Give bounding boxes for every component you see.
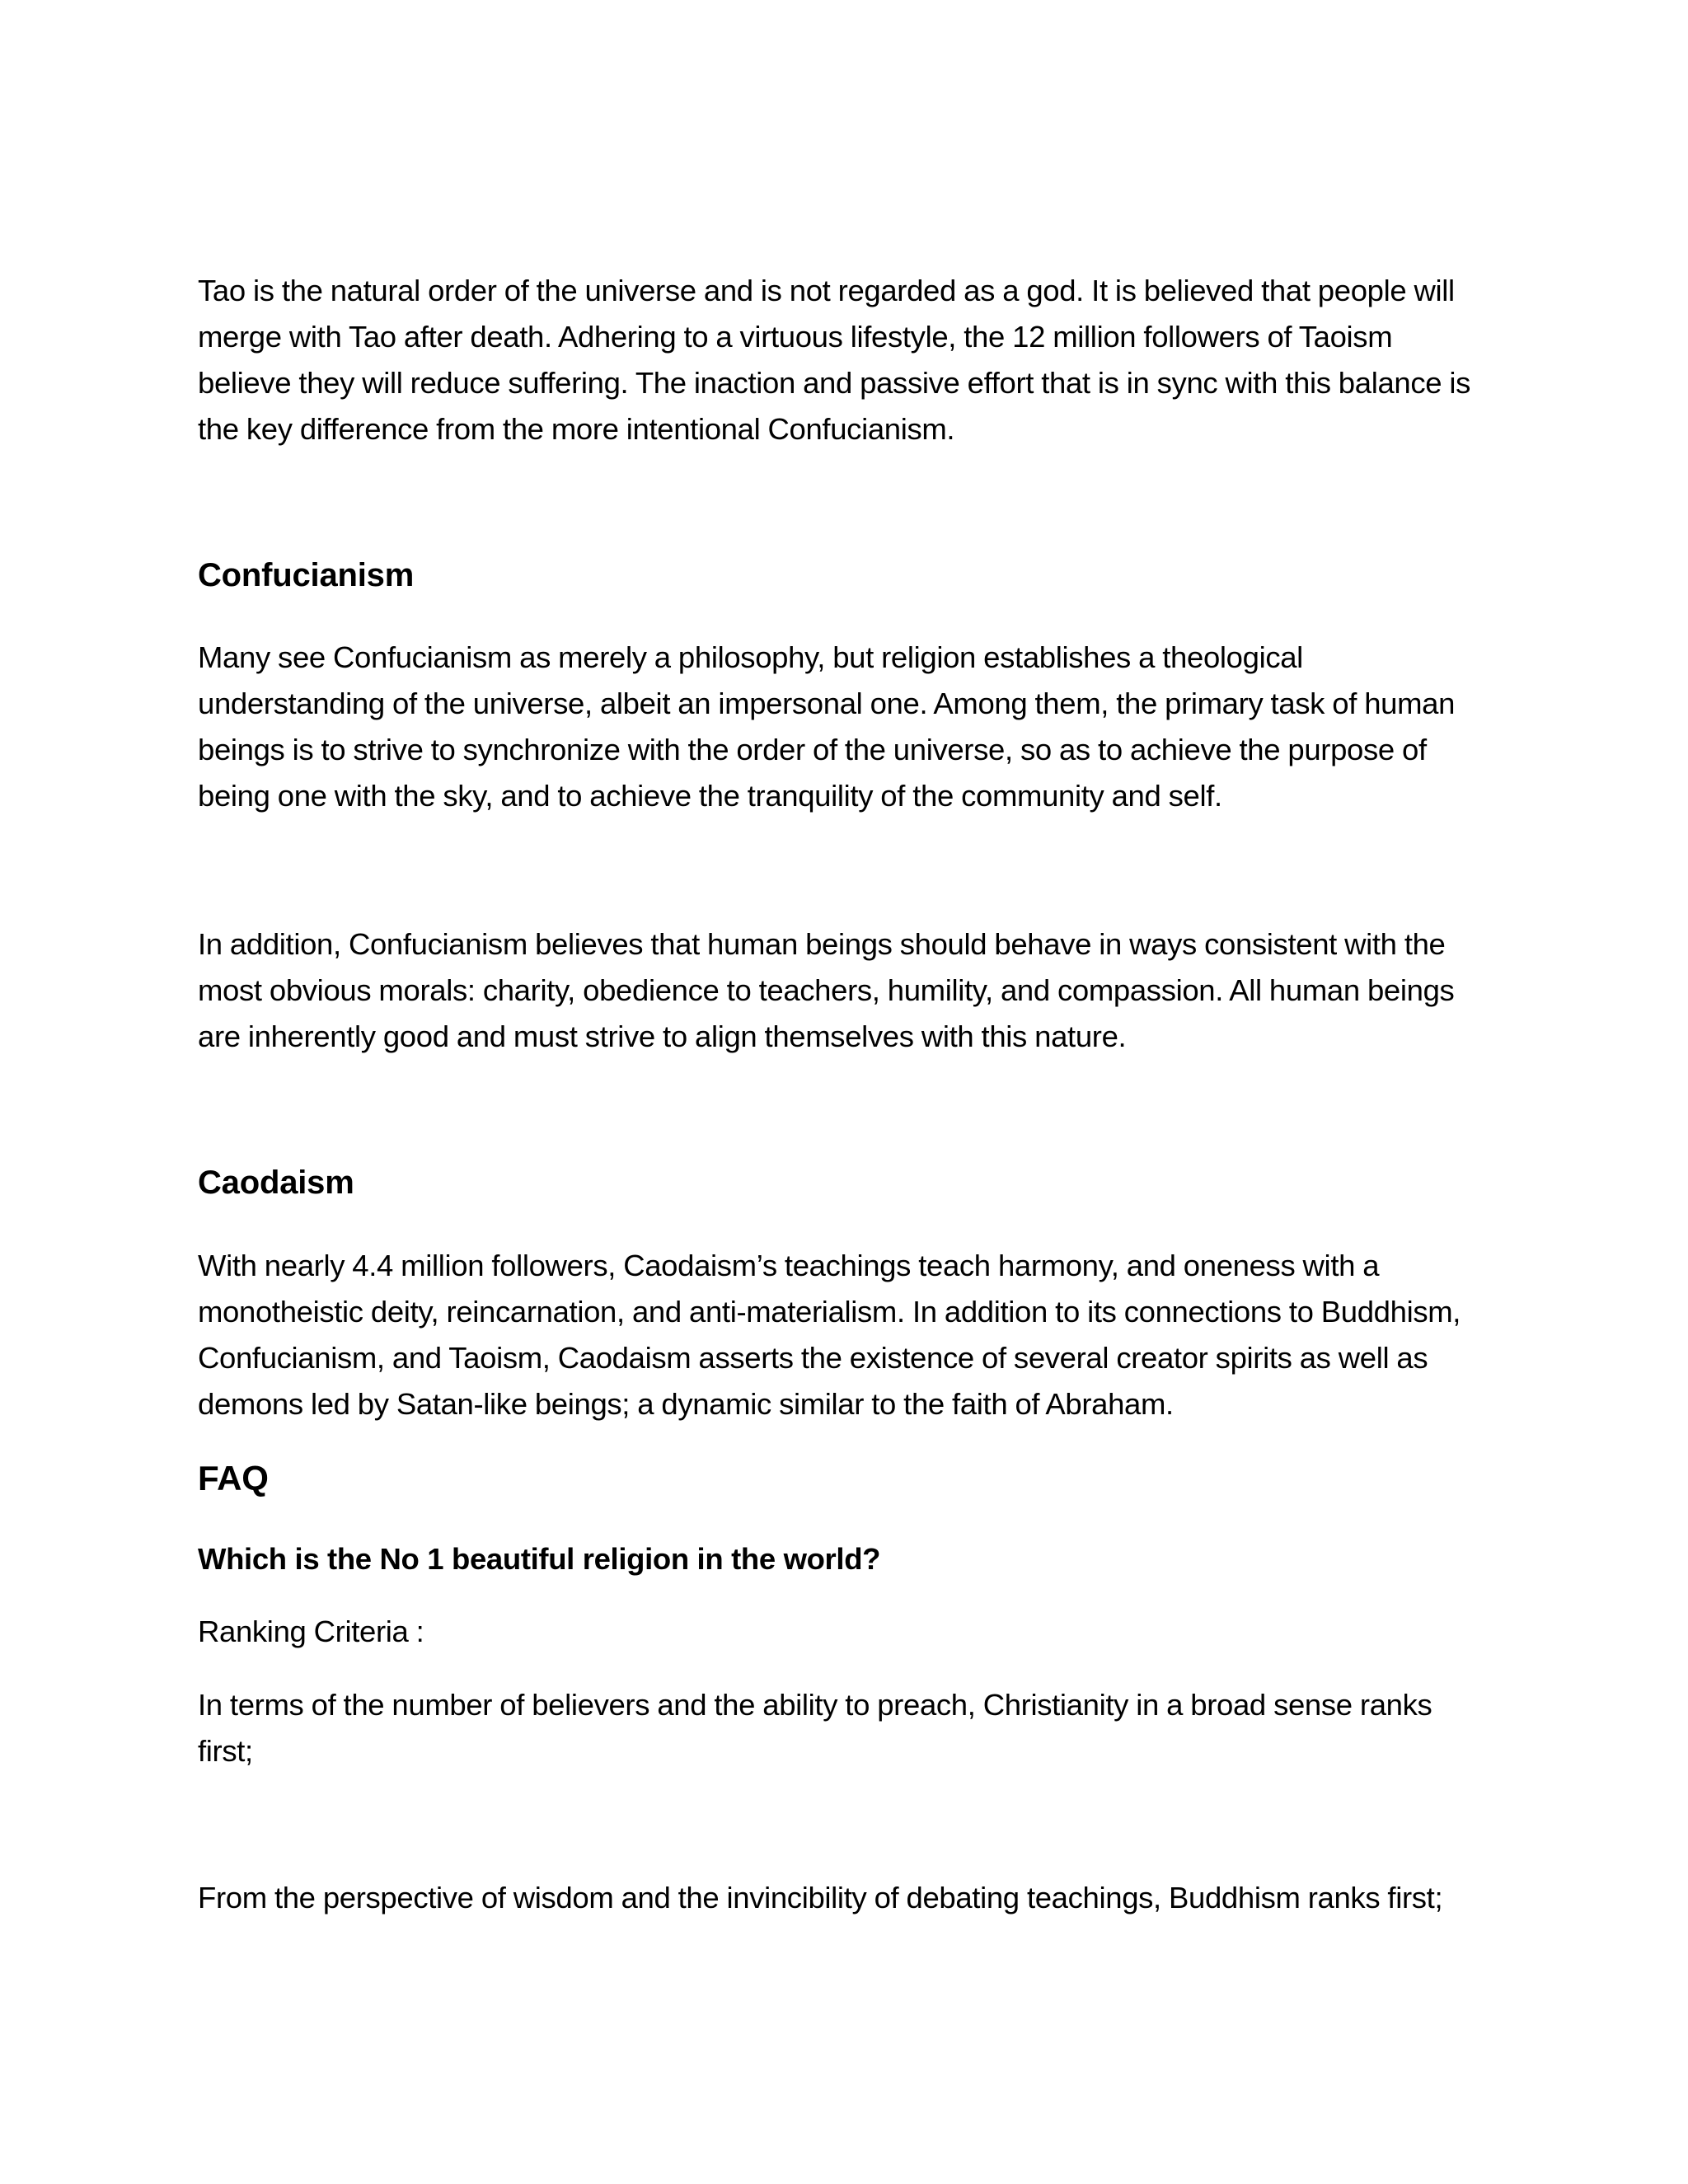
faq-question: Which is the No 1 beautiful religion in the world? — [198, 1542, 881, 1576]
faq-heading: FAQ — [198, 1459, 269, 1497]
confucianism-heading: Confucianism — [198, 557, 415, 593]
faq-answer-christianity: In terms of the number of believers and the ability to preach, Christianity in a broad sense ranks first; — [198, 1688, 1432, 1768]
caodaism-paragraph: With nearly 4.4 million followers, Caodaism’s teachings teach harmony, and oneness with a monotheistic deity, reincarnation, and anti-materialism. In addition to its connections to Buddhism, Confucianism, and Taoism, Caodaism asserts the existence of several creator spirits as well as demons led by Satan-like beings; a dynamic similar to the faith of Abraham. — [198, 1249, 1461, 1421]
caodaism-heading: Caodaism — [198, 1165, 354, 1201]
ranking-criteria-label: Ranking Criteria : — [198, 1615, 424, 1648]
tao-paragraph: Tao is the natural order of the universe and is not regarded as a god. It is believed that people will merge with Tao after death. Adhering to a virtuous lifestyle, the 12 million followers of Taoism believe they will reduce suffering. The inaction and passive effort that is in sync with this balance is the key difference from the more intentional Confucianism. — [198, 274, 1471, 446]
faq-answer-buddhism: From the perspective of wisdom and the invincibility of debating teachings, Buddhism ranks first; — [198, 1881, 1443, 1915]
confucianism-paragraph-1: Many see Confucianism as merely a philosophy, but religion establishes a theological understanding of the universe, albeit an impersonal one. Among them, the primary task of human beings is to strive to synchronize with the order of the universe, so as to achieve the purpose of being one with the sky, and to achieve the tranquility of the community and self. — [198, 640, 1456, 813]
confucianism-paragraph-2: In addition, Confucianism believes that human beings should behave in ways consistent with the most obvious morals: charity, obedience to teachers, humility, and compassion. All human beings are inherently good and must strive to align themselves with this nature. — [198, 927, 1455, 1053]
